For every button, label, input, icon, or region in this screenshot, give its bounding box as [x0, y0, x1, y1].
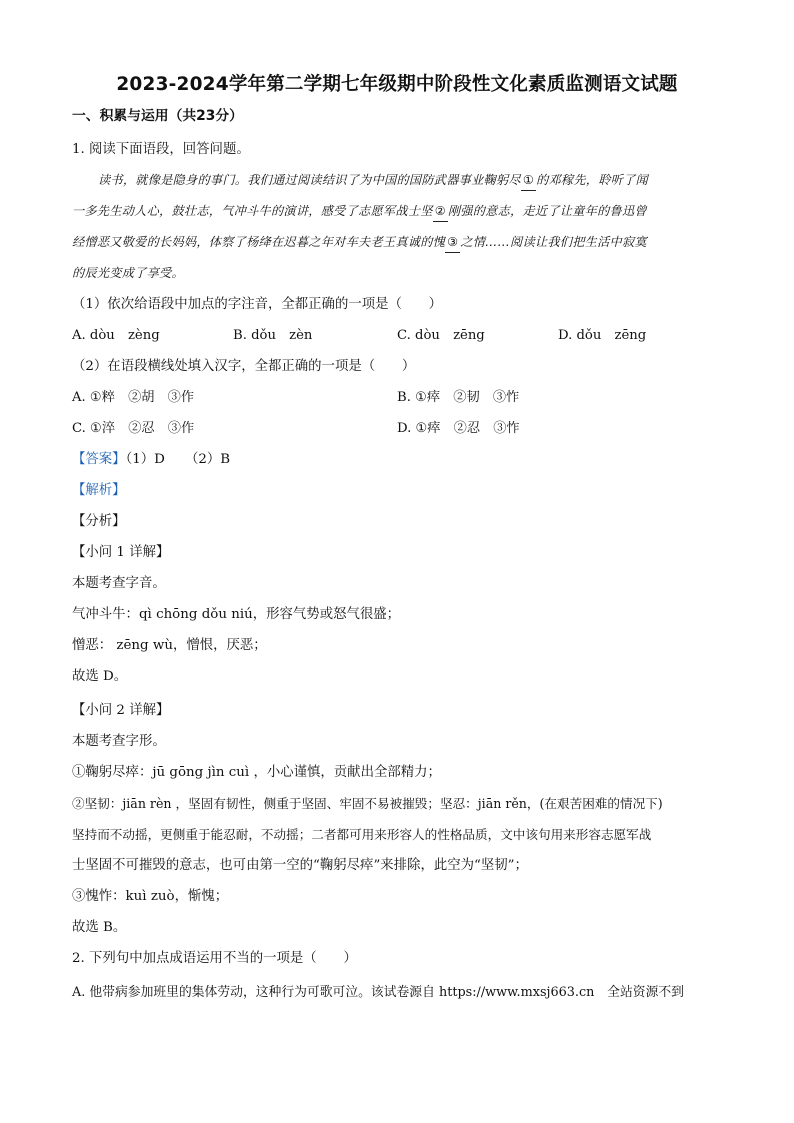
- detail-2-line: 坚持而不动摇，更侧重于能忍耐，不动摇；二者都可用来形容人的性格品质，文中该句用来形容志愿军战: [72, 827, 652, 842]
- passage-text: 刚强的意志，走近了让童年的鲁迅曾: [447, 204, 647, 218]
- passage-line-4: 的辰光变成了享受。: [72, 266, 184, 280]
- blank-2: ②: [433, 201, 448, 222]
- passage-text: 之情……阅读让我们把生活中寂寞: [460, 235, 647, 249]
- sub-question-2: （2）在语段横线处填入汉字，全都正确的一项是（ ）: [72, 359, 416, 374]
- sub-question-1: （1）依次给语段中加点的字注音，全都正确的一项是（ ）: [72, 297, 443, 312]
- detail-2-line: ③愧怍：kuì zuò，惭愧；: [72, 889, 229, 904]
- passage-text: 经憎恶又敬爱的长妈妈，体察了杨绛在迟暮之年对车夫老王真诚的愧: [72, 235, 446, 249]
- option-a: A. dòu zèng: [72, 328, 160, 343]
- option-d: D. ①瘁 ②忍 ③怍: [397, 421, 520, 436]
- detail-1-line: 本题考查字音。: [72, 576, 166, 591]
- option-c: C. dòu zēng: [397, 328, 485, 343]
- detail-2-line: ①鞠躬尽瘁：jū gōng jìn cuì ，小心谨慎，贡献出全部精力；: [72, 765, 441, 780]
- option-b: B. dǒu zèn: [233, 328, 313, 343]
- question-2-option-a: A. 他带病参加班里的集体劳动，这种行为可歌可泣。该试卷源自 https://www.mxsj663.cn 全站资源不到: [72, 985, 684, 1000]
- question-2-stem: 2. 下列句中加点成语运用不当的一项是（ ）: [72, 951, 357, 966]
- option-a: A. ①粹 ②胡 ③作: [72, 390, 195, 405]
- passage-text: 读书，就像是隐身的事门。我们通过阅读结识了为中国的国防武器事业鞠躬尽: [98, 173, 521, 187]
- fenxi-heading: 【分析】: [72, 514, 126, 529]
- detail-2-line: 故选 B。: [72, 920, 127, 935]
- analysis-tag: 【解析】: [72, 483, 126, 498]
- detail-1-heading: 【小问 1 详解】: [72, 545, 170, 560]
- detail-1-line: 故选 D。: [72, 669, 128, 684]
- detail-2-line: ②坚韧：jiān rèn ，坚固有韧性，侧重于坚固、牢固不易被摧毁；坚忍：jiān rěn，(在艰苦困难的情况下): [72, 796, 663, 811]
- blank-3: ③: [445, 232, 460, 253]
- section-heading: 一、积累与运用（共23分）: [72, 108, 243, 124]
- question-1-stem: 1. 阅读下面语段，回答问题。: [72, 142, 250, 157]
- answer-tag: 【答案】: [72, 452, 126, 467]
- answer-text: （1）D （2）B: [125, 452, 231, 467]
- passage-line-1: [72, 170, 748, 191]
- detail-1-line: 气冲斗牛：qì chōng dǒu niú，形容气势或怒气很盛；: [72, 607, 401, 622]
- option-d: D. dǒu zēng: [558, 328, 647, 343]
- blank-1: ①: [521, 170, 536, 191]
- passage-text: 的邓稼先，聆听了闻: [536, 173, 648, 187]
- passage-text: 一多先生动人心，鼓壮志，气冲斗牛的演讲，感受了志愿军战士坚: [72, 204, 433, 218]
- exam-title: 2023-2024学年第二学期七年级期中阶段性文化素质监测语文试题: [116, 74, 678, 95]
- passage-line-2: [72, 201, 722, 222]
- option-c: C. ①淬 ②忍 ③作: [72, 421, 195, 436]
- passage-line-3: [72, 232, 722, 253]
- option-b: B. ①瘁 ②韧 ③怍: [397, 390, 520, 405]
- detail-2-line: 本题考查字形。: [72, 734, 166, 749]
- detail-2-line: 士坚固不可摧毁的意志，也可由第一空的“鞠躬尽瘁”来排除，此空为“坚韧”；: [72, 858, 528, 873]
- answer-line: [72, 450, 230, 470]
- detail-2-heading: 【小问 2 详解】: [72, 703, 170, 718]
- detail-1-line: 憎恶： zēng wù，憎恨，厌恶；: [72, 638, 267, 653]
